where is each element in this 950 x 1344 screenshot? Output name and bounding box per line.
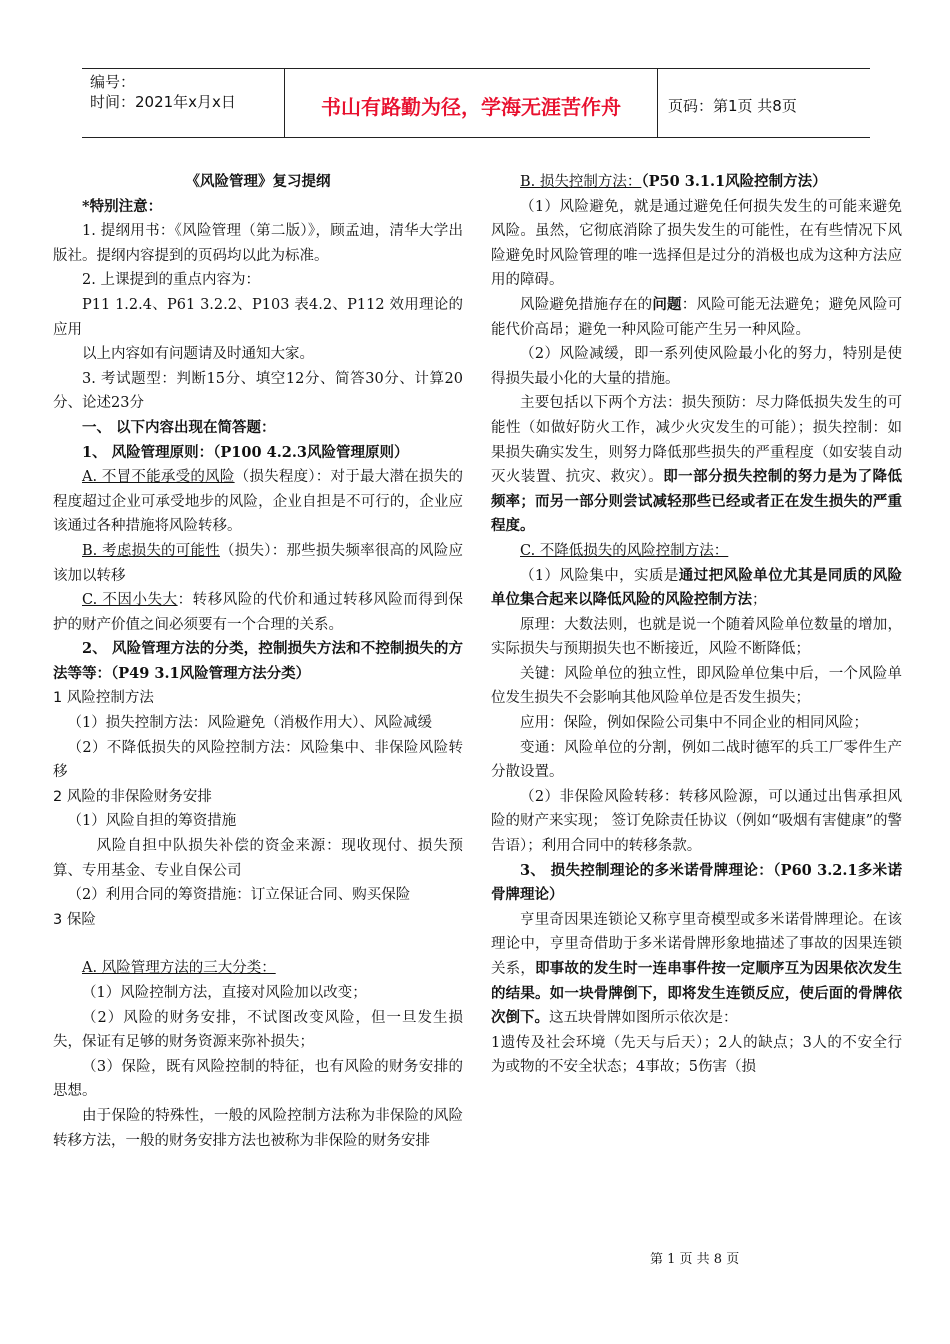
note-3: 3. 考试题型：判断15分、填空12分、简答30分、计算20分、论述23分: [53, 370, 463, 412]
concentration-key: 关键：风险单位的独立性，即风险单位集中后，一个风险单位发生损失不会影响其他风险单位是否发生损失；: [491, 665, 902, 707]
list-item-3: 3 保险: [53, 911, 96, 928]
section-c-title: C. 不降低损失的风险控制方法：: [520, 542, 729, 559]
page-footer: 第 1 页 共 8 页: [650, 1252, 740, 1267]
left-column: [53, 170, 463, 1153]
principle-c-text: ：转移风险的代价和通过转移风险而得到保护的财产价值之间必须要有一个合理的关系。: [53, 592, 464, 633]
classification-a-3: （3）保险，既有风险控制的特征，也有风险的财务安排的思想。: [53, 1058, 463, 1100]
right-column: [491, 170, 902, 1080]
risk-mitigation-methods: 主要包括以下两个方法：损失预防：尽力降低损失发生的可能性（如做好防火工作，减少火灾发生的可能）；损失控制：如果损失确实发生，则努力降低那些损失的严重程度（如安装自动灭火装置、抗灾、救灾）。即一部分损失控制的努力是为了降低频率；而另一部分则尝试减轻那些已经或者正在发生损失的严重程度。: [491, 395, 903, 535]
note-2: 2. 上课提到的重点内容为：: [82, 272, 260, 289]
domino-theory: 亨里奇因果连锁论又称亨里奇模型或多米诺骨牌理论。在该理论中，亨里奇借助于多米诺骨牌形象地描述了事故的因果连锁关系，即事故的发生时一连串事件按一定顺序互为因果依次发生的结果。如一块骨牌倒下，即将发生连锁反应，使后面的骨牌依次倒下。这五块骨牌如图所示依次是：: [491, 911, 903, 1027]
risk-avoidance: （1）风险避免，就是通过避免任何损失发生的可能来避免风险。虽然，它彻底消除了损失发生的可能性，在有些情况下风险避免时风险管理的唯一选择但是过分的消极也成为这种方法应用的障碍。: [491, 198, 902, 289]
concentration-variant: 变通：风险单位的分割，例如二战时德军的兵工厂零件生产分散设置。: [491, 739, 902, 781]
note-2-detail: P11 1.2.4、P61 3.2.2、P103 表4.2、P112 效用理论的应用: [53, 296, 463, 338]
principle-c: [53, 588, 463, 637]
note-2-notice: 以上内容如有问题请及时通知大家。: [82, 346, 314, 363]
principle-b-title: B. 考虑损失的可能性: [82, 542, 220, 559]
list-item-1a: （1）损失控制方法：风险避免（消极作用大）、风险减缓: [67, 715, 432, 732]
classification-a-title: A. 风险管理方法的三大分类：: [82, 960, 276, 977]
page-header: [82, 68, 870, 138]
doc-title: 《风险管理》复习提纲: [185, 173, 331, 190]
classification-a-2: （2）风险的财务安排，不试图改变风险，但一旦发生损失，保证有足够的财务资源来弥补损失；: [53, 1009, 463, 1051]
risk-avoidance-problems: 风险避免措施存在的问题：风险可能无法避免；避免风险可能代价高昂；避免一种风险可能产生另一种风险。: [491, 295, 903, 338]
principle-a-title: A. 不冒不能承受的风险: [82, 469, 235, 486]
principle-b: [53, 539, 463, 588]
question-3-heading: 3、 损失控制理论的多米诺骨牌理论：（P60 3.2.1多米诺骨牌理论）: [491, 861, 902, 904]
header-left-cell: [82, 69, 282, 137]
question-2-heading: 2、 风险管理方法的分类，控制损失方法和不控制损失的方法等等：（P49 3.1风险管理方法分类）: [53, 640, 463, 682]
section-b-title: B. 损失控制方法：: [520, 174, 642, 190]
principle-b-text: （损失）：那些损失频率很高的风险应该加以转移: [53, 542, 464, 584]
note-title: *特别注意：: [82, 197, 163, 215]
list-item-1: 1 风险控制方法: [53, 690, 154, 707]
question-1-heading: 1、 风险管理原则：（P100 4.2.3风险管理原则）: [82, 443, 409, 461]
section-b-heading: [491, 170, 902, 195]
risk-concentration: （1）风险集中，实质是通过把风险单位尤其是同质的风险单位集合起来以降低风险的风险控制方法；: [491, 566, 902, 609]
list-item-2a: （1）风险自担的筹资措施: [67, 813, 237, 830]
motto-text: 书山有路勤为径，学海无涯苦作舟: [321, 95, 621, 119]
note-1: 1. 提纲用书：《风险管理（第二版）》，顾孟迪，清华大学出版社。提纲内容提到的页码均以此为标准。: [53, 223, 463, 264]
principle-a: [53, 465, 463, 539]
principle-c-title: C. 不因小失大: [82, 592, 178, 609]
section-b-ref: （P50 3.1.1风险控制方法）: [641, 173, 827, 190]
header-motto-cell: [284, 69, 658, 137]
page-info: 页码：第1页 共8页: [668, 97, 797, 115]
concentration-application: 应用：保险，例如保险公司集中不同企业的相同风险；: [520, 715, 868, 732]
header-page-cell: [658, 69, 868, 137]
classification-a-1: （1）风险控制方法，直接对风险加以改变；: [82, 985, 367, 1001]
list-item-2a-detail: 风险自担中队损失补偿的资金来源：现收现付、损失预算、专用基金、专业自保公司: [53, 838, 463, 879]
list-item-2: 2 风险的非保险财务安排: [53, 788, 212, 805]
non-insurance-transfer: （2）非保险风险转移：转移风险源，可以通过出售承担风险的财产来实现； 签订免除责任协议（例如“吸烟有害健康”的警告语）；利用合同中的转移条款。: [491, 788, 902, 855]
list-item-1b: （2）不降低损失的风险控制方法：风险集中、非保险风险转移: [53, 739, 463, 781]
number-label: 编号：: [90, 73, 136, 91]
classification-a-note: 由于保险的特殊性，一般的风险控制方法称为非保险的风险转移方法，一般的财务安排方法也被称为非保险的财务安排: [53, 1107, 463, 1149]
risk-mitigation: （2）风险减缓，即一系列使风险最小化的努力，特别是使得损失最小化的大量的措施。: [491, 346, 902, 387]
domino-list: 1遗传及社会环境（先天与后天）；2人的缺点；3人的不安全行为或物的不安全状态；4事故；5伤害（损: [491, 1034, 902, 1076]
time-label: 时间：2021年x月x日: [90, 93, 236, 111]
list-item-2b: （2）利用合同的筹资措施：订立保证合同、购买保险: [67, 887, 411, 904]
section-1-heading: 一、 以下内容出现在简答题：: [82, 418, 276, 436]
concentration-principle: 原理：大数法则，也就是说一个随着风险单位数量的增加，实际损失与预期损失也不断接近，风险不断降低；: [491, 616, 902, 658]
principle-a-text: （损失程度）：对于最大潜在损失的程度超过企业可承受地步的风险，企业自担是不可行的，企业应该通过各种措施将风险转移。: [53, 469, 463, 535]
